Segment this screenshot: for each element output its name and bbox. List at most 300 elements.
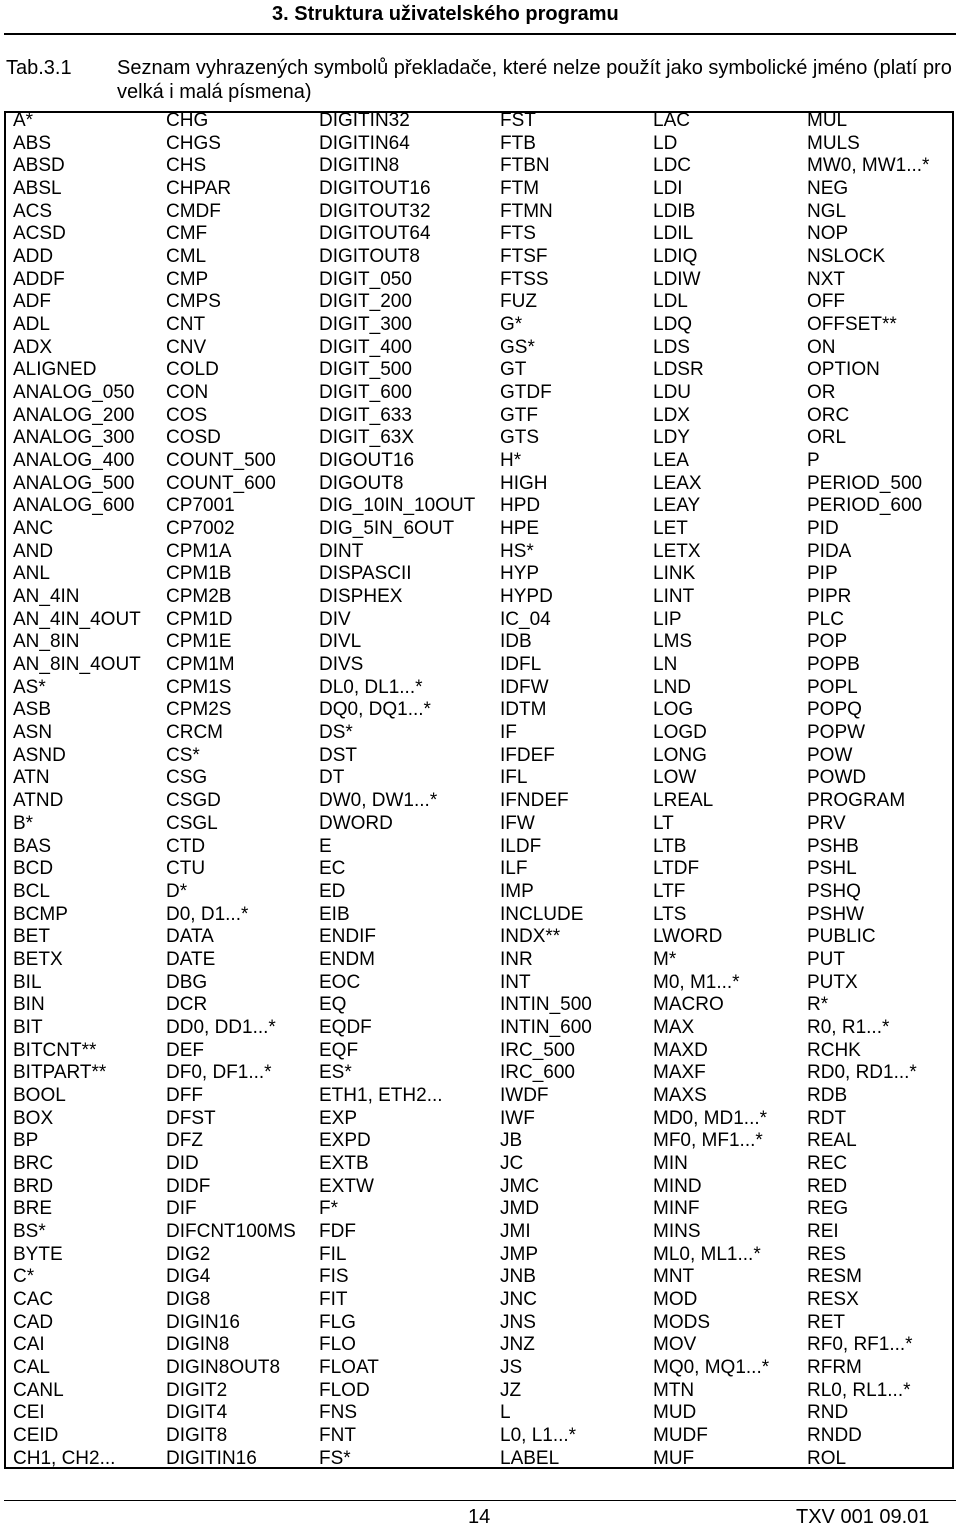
table-cell: AS* xyxy=(13,676,46,698)
table-cell: LAC xyxy=(653,110,690,131)
table-cell: ANALOG_400 xyxy=(13,450,135,472)
table-cell: DIGITOUT16 xyxy=(319,178,431,200)
table-cell: CPM1B xyxy=(166,563,232,585)
table-cell: ASB xyxy=(13,699,52,721)
table-cell: G* xyxy=(500,314,523,336)
table-cell: LDC xyxy=(653,155,692,177)
table-cell: RF0, RF1...* xyxy=(807,1334,913,1356)
table-cell: CHS xyxy=(166,155,207,177)
table-cell: BRE xyxy=(13,1198,53,1220)
table-cell: FLG xyxy=(319,1311,356,1333)
table-cell: CAL xyxy=(13,1356,50,1378)
table-cell: INCLUDE xyxy=(500,903,584,925)
table-cell: IWDF xyxy=(500,1084,549,1106)
table-cell: LOG xyxy=(653,699,694,721)
table-cell: BYTE xyxy=(13,1243,63,1265)
table-cell: JNZ xyxy=(500,1334,535,1356)
table-cell: ENDIF xyxy=(319,926,376,948)
table-cell: ANL xyxy=(13,563,50,585)
table-cell: NGL xyxy=(807,200,847,222)
table-cell: AN_4IN_4OUT xyxy=(13,608,141,630)
table-cell: LMS xyxy=(653,631,693,653)
table-cell: LDIW xyxy=(653,268,701,290)
table-cell: CP7002 xyxy=(166,518,235,540)
table-cell: RED xyxy=(807,1175,848,1197)
table-cell: HS* xyxy=(500,540,534,562)
table-cell: ABS xyxy=(13,132,52,154)
table-cell: FTBN xyxy=(500,155,550,177)
table-cell: MNT xyxy=(653,1266,695,1288)
table-cell: CEID xyxy=(13,1424,59,1446)
table-cell: RDB xyxy=(807,1084,848,1106)
table-cell: MODS xyxy=(653,1311,710,1333)
table-cell: LINT xyxy=(653,586,695,608)
table-cell: RNDD xyxy=(807,1424,862,1446)
table-cell: EXTW xyxy=(319,1175,374,1197)
table-cell: DFZ xyxy=(166,1130,203,1152)
table-cell: IFNDEF xyxy=(500,790,569,812)
table-cell: DWORD xyxy=(319,812,393,834)
table-cell: ABSD xyxy=(13,155,65,177)
table-cell: FST xyxy=(500,110,536,131)
table-cell: CSGL xyxy=(166,812,218,834)
table-cell: L0, L1...* xyxy=(500,1424,577,1446)
table-cell: HPE xyxy=(500,518,540,540)
table-cell: ANALOG_500 xyxy=(13,472,135,494)
table-cell: LTB xyxy=(653,835,687,857)
table-cell: MUL xyxy=(807,110,848,131)
table-cell: CHPAR xyxy=(166,178,232,200)
table-cell: INR xyxy=(500,948,533,970)
table-cell: COS xyxy=(166,404,208,426)
table-cell: IFW xyxy=(500,812,535,834)
table-cell: D0, D1...* xyxy=(166,903,249,925)
table-cell: DIDF xyxy=(166,1175,211,1197)
table-cell: POPQ xyxy=(807,699,862,721)
table-cell: LDS xyxy=(653,336,690,358)
table-cell: INDX** xyxy=(500,926,561,948)
table-cell: ALIGNED xyxy=(13,359,97,381)
table-cell: EIB xyxy=(319,903,350,925)
table-cell: AN_8IN xyxy=(13,631,80,653)
table-cell: BIN xyxy=(13,994,45,1016)
table-cell: NXT xyxy=(807,268,845,290)
table-cell: RDT xyxy=(807,1107,847,1129)
table-cell: LETX xyxy=(653,540,701,562)
table-cell: CON xyxy=(166,382,209,404)
table-cell: RL0, RL1...* xyxy=(807,1379,911,1401)
table-cell: FTSF xyxy=(500,246,548,268)
table-cell: FTS xyxy=(500,223,536,245)
table-cell: BCL xyxy=(13,880,50,902)
table-cell: MUDF xyxy=(653,1424,708,1446)
table-cell: CANL xyxy=(13,1379,64,1401)
table-cell: IRC_600 xyxy=(500,1062,575,1084)
table-cell: DIGITIN8 xyxy=(319,155,400,177)
table-cell: FLOAT xyxy=(319,1356,379,1378)
table-cell: ADD xyxy=(13,246,54,268)
table-cell: DIFCNT100MS xyxy=(166,1220,296,1242)
table-cell: DIGITOUT8 xyxy=(319,246,420,268)
table-cell: MAXF xyxy=(653,1062,706,1084)
table-cell: ABSL xyxy=(13,178,62,200)
table-cell: PERIOD_500 xyxy=(807,472,923,494)
table-cell: LDQ xyxy=(653,314,693,336)
table-cell: ADF xyxy=(13,291,51,313)
table-cell: DW0, DW1...* xyxy=(319,790,438,812)
table-cell: DD0, DD1...* xyxy=(166,1016,276,1038)
table-cell: CPM1S xyxy=(166,676,232,698)
table-cell: DF0, DF1...* xyxy=(166,1062,272,1084)
table-cell: BAS xyxy=(13,835,52,857)
table-cell: R0, R1...* xyxy=(807,1016,890,1038)
table-cell: BCD xyxy=(13,858,54,880)
table-cell: ES* xyxy=(319,1062,352,1084)
table-cell: NEG xyxy=(807,178,849,200)
table-cell: FNT xyxy=(319,1424,356,1446)
table-cell: PUBLIC xyxy=(807,926,876,948)
table-cell: IDB xyxy=(500,631,532,653)
table-cell: JC xyxy=(500,1152,524,1174)
table-number: Tab.3.1 xyxy=(6,57,72,79)
table-cell: FTSS xyxy=(500,268,549,290)
table-cell: LDIB xyxy=(653,200,696,222)
table-cell: FTM xyxy=(500,178,540,200)
table-cell: HYPD xyxy=(500,586,553,608)
table-cell: CSGD xyxy=(166,790,221,812)
table-cell: CPM2S xyxy=(166,699,232,721)
table-cell: EQF xyxy=(319,1039,359,1061)
table-cell: OFF xyxy=(807,291,845,313)
table-cell: DIGITIN64 xyxy=(319,132,410,154)
table-cell: LT xyxy=(653,812,674,834)
table-cell: DIVL xyxy=(319,631,362,653)
table-cell: LINK xyxy=(653,563,696,585)
table-cell: DQ0, DQ1...* xyxy=(319,699,431,721)
table-cell: RET xyxy=(807,1311,845,1333)
table-cell: IWF xyxy=(500,1107,535,1129)
document-code: TXV 001 09.01 xyxy=(796,1506,930,1528)
table-cell: ORC xyxy=(807,404,850,426)
table-cell: CHGS xyxy=(166,132,221,154)
table-cell: INT xyxy=(500,971,531,993)
table-cell: HIGH xyxy=(500,472,548,494)
table-cell: IDFL xyxy=(500,654,542,676)
table-cell: IMP xyxy=(500,880,534,902)
table-cell: DIGIT_600 xyxy=(319,382,412,404)
table-cell: IFDEF xyxy=(500,744,555,766)
table-cell: ANALOG_050 xyxy=(13,382,135,404)
table-cell: C* xyxy=(13,1266,35,1288)
table-cell: MUD xyxy=(653,1402,697,1424)
table-cell: ACS xyxy=(13,200,53,222)
table-cell: COUNT_500 xyxy=(166,450,276,472)
table-cell: LDI xyxy=(653,178,683,200)
page-number: 14 xyxy=(468,1506,491,1528)
table-cell: DISPASCII xyxy=(319,563,412,585)
table-cell: LDY xyxy=(653,427,690,449)
table-cell: DBG xyxy=(166,971,208,993)
table-cell: PSHB xyxy=(807,835,859,857)
table-cell: HYP xyxy=(500,563,540,585)
table-cell: ACSD xyxy=(13,223,66,245)
table-cell: LIP xyxy=(653,608,682,630)
table-cell: JNB xyxy=(500,1266,536,1288)
table-cell: JNS xyxy=(500,1311,536,1333)
table-cell: FUZ xyxy=(500,291,537,313)
table-column xyxy=(13,110,141,1470)
table-cell: LDIQ xyxy=(653,246,698,268)
table-cell: IDFW xyxy=(500,676,549,698)
table-cell: M0, M1...* xyxy=(653,971,740,993)
table-cell: DATA xyxy=(166,926,214,948)
table-cell: BRC xyxy=(13,1152,54,1174)
table-cell: FIT xyxy=(319,1288,348,1310)
table-cell: LND xyxy=(653,676,692,698)
table-cell: ASN xyxy=(13,722,53,744)
table-cell: EXPD xyxy=(319,1130,371,1152)
table-cell: M* xyxy=(653,948,677,970)
table-cell: ON xyxy=(807,336,836,358)
table-cell: IRC_500 xyxy=(500,1039,575,1061)
table-cell: DIG2 xyxy=(166,1243,211,1265)
table-cell: COSD xyxy=(166,427,221,449)
table-cell: AND xyxy=(13,540,54,562)
table-cell: LN xyxy=(653,654,678,676)
table-cell: DIGIT_633 xyxy=(319,404,412,426)
table-cell: FIL xyxy=(319,1243,347,1265)
table-cell: RESM xyxy=(807,1266,862,1288)
table-cell: POP xyxy=(807,631,848,653)
table-cell: RD0, RD1...* xyxy=(807,1062,917,1084)
table-cell: DS* xyxy=(319,722,353,744)
table-cell: BETX xyxy=(13,948,63,970)
table-cell: ATN xyxy=(13,767,50,789)
table-cell: JNC xyxy=(500,1288,537,1310)
table-cell: FLO xyxy=(319,1334,356,1356)
table-cell: COUNT_600 xyxy=(166,472,276,494)
table-cell: AN_4IN xyxy=(13,586,80,608)
table-cell: GTS xyxy=(500,427,540,449)
table-cell: ANC xyxy=(13,518,54,540)
table-cell: L xyxy=(500,1402,511,1424)
table-cell: DIGIN8OUT8 xyxy=(166,1356,281,1378)
table-cell: POPL xyxy=(807,676,858,698)
table-cell: CPM1D xyxy=(166,608,233,630)
table-cell: D* xyxy=(166,880,188,902)
table-cell: CH1, CH2... xyxy=(13,1447,116,1469)
table-cell: RND xyxy=(807,1402,849,1424)
table-cell: DL0, DL1...* xyxy=(319,676,423,698)
table-cell: MOD xyxy=(653,1288,698,1310)
table-cell: LDSR xyxy=(653,359,704,381)
table-cell: INTIN_600 xyxy=(500,1016,592,1038)
table-cell: PUTX xyxy=(807,971,858,993)
table-column xyxy=(500,110,592,1470)
table-cell: DT xyxy=(319,767,345,789)
table-cell: NSLOCK xyxy=(807,246,886,268)
table-cell: GS* xyxy=(500,336,535,358)
table-cell: MINS xyxy=(653,1220,701,1242)
table-cell: CPM2B xyxy=(166,586,232,608)
table-cell: EQ xyxy=(319,994,347,1016)
table-column xyxy=(319,110,475,1470)
table-cell: LREAL xyxy=(653,790,714,812)
table-cell: OFFSET** xyxy=(807,314,897,336)
table-cell: DIGIT_050 xyxy=(319,268,412,290)
table-cell: BRD xyxy=(13,1175,54,1197)
table-cell: CMDF xyxy=(166,200,221,222)
table-cell: LDL xyxy=(653,291,688,313)
table-cell: CPM1A xyxy=(166,540,232,562)
section-title: 3. Struktura uživatelského programu xyxy=(272,3,619,25)
table-cell: B* xyxy=(13,812,34,834)
table-cell: R* xyxy=(807,994,829,1016)
table-cell: FTB xyxy=(500,132,536,154)
table-cell: RES xyxy=(807,1243,847,1265)
table-cell: E xyxy=(319,835,332,857)
table-cell: REI xyxy=(807,1220,839,1242)
table-cell: DIV xyxy=(319,608,351,630)
table-cell: CAC xyxy=(13,1288,54,1310)
table-cell: PID xyxy=(807,518,839,540)
table-cell: CTU xyxy=(166,858,206,880)
table-cell: P xyxy=(807,450,820,472)
table-cell: LTDF xyxy=(653,858,700,880)
table-cell: MOV xyxy=(653,1334,697,1356)
table-cell: PERIOD_600 xyxy=(807,495,923,517)
table-cell: LTF xyxy=(653,880,686,902)
table-cell: MQ0, MQ1...* xyxy=(653,1356,770,1378)
table-cell: IFL xyxy=(500,767,528,789)
table-cell: CNT xyxy=(166,314,206,336)
table-cell: BS* xyxy=(13,1220,46,1242)
table-cell: CSG xyxy=(166,767,208,789)
table-cell: PSHQ xyxy=(807,880,861,902)
table-cell: DIGIT_200 xyxy=(319,291,412,313)
table-cell: RCHK xyxy=(807,1039,861,1061)
table-cell: ANALOG_600 xyxy=(13,495,135,517)
table-cell: CHG xyxy=(166,110,209,131)
table-cell: BOOL xyxy=(13,1084,66,1106)
table-cell: JS xyxy=(500,1356,523,1378)
table-cell: BITPART** xyxy=(13,1062,107,1084)
table-cell: GTF xyxy=(500,404,538,426)
table-cell: LWORD xyxy=(653,926,723,948)
table-cell: DIGIT_63X xyxy=(319,427,415,449)
header-divider xyxy=(4,33,956,35)
table-cell: DIGIT4 xyxy=(166,1402,228,1424)
table-cell: CP7001 xyxy=(166,495,235,517)
table-cell: DST xyxy=(319,744,357,766)
table-cell: MAXS xyxy=(653,1084,707,1106)
table-cell: LABEL xyxy=(500,1447,560,1469)
table-cell: FIS xyxy=(319,1266,349,1288)
table-cell: RESX xyxy=(807,1288,859,1310)
table-cell: FTMN xyxy=(500,200,553,222)
table-cell: MACRO xyxy=(653,994,724,1016)
table-cell: DFST xyxy=(166,1107,216,1129)
table-cell: PIPR xyxy=(807,586,852,608)
table-cell: LTS xyxy=(653,903,687,925)
table-cell: BP xyxy=(13,1130,39,1152)
table-cell: JZ xyxy=(500,1379,522,1401)
table-cell: DIGIN8 xyxy=(166,1334,230,1356)
table-cell: CMF xyxy=(166,223,208,245)
table-cell: CPM1M xyxy=(166,654,235,676)
table-cell: PSHW xyxy=(807,903,864,925)
table-cell: ANALOG_300 xyxy=(13,427,135,449)
table-cell: EXTB xyxy=(319,1152,369,1174)
table-cell: ADDF xyxy=(13,268,65,290)
table-cell: PRV xyxy=(807,812,846,834)
table-cell: MINF xyxy=(653,1198,700,1220)
table-cell: POWD xyxy=(807,767,867,789)
table-cell: EQDF xyxy=(319,1016,372,1038)
table-cell: MAX xyxy=(653,1016,695,1038)
table-cell: LDIL xyxy=(653,223,694,245)
table-cell: PLC xyxy=(807,608,844,630)
table-cell: BIT xyxy=(13,1016,43,1038)
table-cell: IC_04 xyxy=(500,608,551,630)
table-cell: DIGOUT8 xyxy=(319,472,404,494)
table-cell: MD0, MD1...* xyxy=(653,1107,768,1129)
table-cell: DFF xyxy=(166,1084,203,1106)
table-cell: ORL xyxy=(807,427,847,449)
table-cell: LEA xyxy=(653,450,689,472)
table-cell: MIN xyxy=(653,1152,688,1174)
table-cell: BET xyxy=(13,926,50,948)
table-cell: CAD xyxy=(13,1311,54,1333)
table-cell: ROL xyxy=(807,1447,847,1469)
table-cell: ANALOG_200 xyxy=(13,404,135,426)
table-cell: IDTM xyxy=(500,699,547,721)
table-cell: LEAY xyxy=(653,495,701,517)
table-caption: Seznam vyhrazených symbolů překladače, které nelze použít jako symbolické jméno (platí pro velká i malá písmena) xyxy=(117,57,952,103)
table-cell: DIGOUT16 xyxy=(319,450,415,472)
table-cell: DIG8 xyxy=(166,1288,211,1310)
table-cell: OR xyxy=(807,382,836,404)
table-cell: EC xyxy=(319,858,346,880)
table-cell: ATND xyxy=(13,790,64,812)
table-cell: DIGIT_400 xyxy=(319,336,412,358)
table-cell: CPM1E xyxy=(166,631,232,653)
table-cell: FLOD xyxy=(319,1379,370,1401)
table-cell: CS* xyxy=(166,744,200,766)
table-cell: DID xyxy=(166,1152,199,1174)
table-cell: PIP xyxy=(807,563,838,585)
table-cell: DIGIN16 xyxy=(166,1311,240,1333)
table-cell: H* xyxy=(500,450,522,472)
table-cell: DIGITIN16 xyxy=(166,1447,257,1469)
table-cell: DIGITOUT64 xyxy=(319,223,431,245)
table-cell: PUT xyxy=(807,948,845,970)
table-cell: POW xyxy=(807,744,853,766)
table-cell: ASND xyxy=(13,744,66,766)
table-cell: DIGITIN32 xyxy=(319,110,410,131)
table-cell: LD xyxy=(653,132,678,154)
table-cell: DISPHEX xyxy=(319,586,403,608)
table-cell: PIDA xyxy=(807,540,852,562)
table-cell: F* xyxy=(319,1198,338,1220)
table-cell: HPD xyxy=(500,495,541,517)
table-cell: JMI xyxy=(500,1220,531,1242)
table-cell: CMPS xyxy=(166,291,221,313)
table-cell: BOX xyxy=(13,1107,54,1129)
table-cell: EXP xyxy=(319,1107,358,1129)
table-cell: CAI xyxy=(13,1334,45,1356)
table-cell: ILF xyxy=(500,858,528,880)
